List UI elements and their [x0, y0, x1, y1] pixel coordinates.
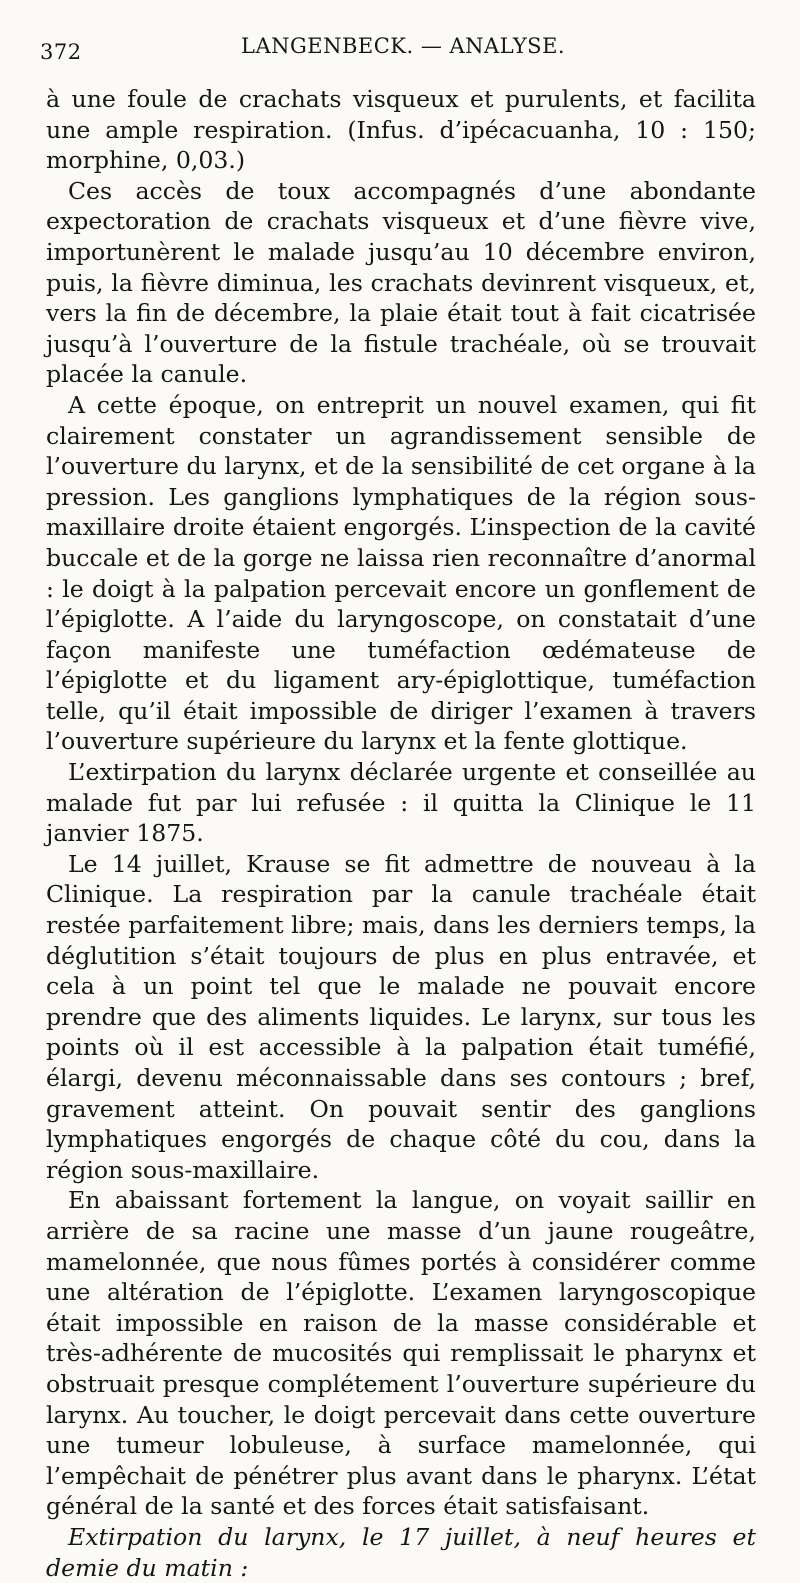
page-number: 372 [40, 40, 82, 64]
body-text [46, 84, 756, 1583]
paragraph-extirpation-refused: L’extirpation du larynx déclarée urgente et conseillée au malade fut par lui refusée : il quitta la Clinique le 11 janvier 1875. [46, 758, 756, 848]
paragraph-tongue-examination: En abaissant fortement la langue, on voyait saillir en arrière de sa racine une masse d’un jaune rougeâtre, mamelonnée, que nous fûmes portés à considérer comme une altération de l’épiglotte. L’examen laryngoscopique était impossible en raison de la masse considérable et très-adhérente de mucosités qui remplissait le pharynx et obstruait presque complétement l’ouverture supérieure du larynx. Au toucher, le doigt percevait dans cette ouverture une tumeur lobuleuse, à surface mamelonnée, qui l’empêchait de pénétrer plus avant dans le pharynx. L’état général de la santé et des forces était satisfaisant. [46, 1186, 756, 1521]
paragraph-continuation: à une foule de crachats visqueux et purulents, et facilita une ample respiration. (Infus. d’ipécacuanha, 10 : 150; morphine, 0,03.) [46, 85, 756, 175]
paragraph-readmission: Le 14 juillet, Krause se fit admettre de nouveau à la Clinique. La respiration par la canule trachéale était restée parfaitement libre; mais, dans les derniers temps, la déglutition s’était toujours de plus en plus entravée, et cela à un point tel que le malade ne pouvait encore prendre que des aliments liquides. Le larynx, sur tous les points où il est accessible à la palpation était tuméfié, élargi, devenu méconnaissable dans ses contours ; bref, gravement atteint. On pouvait sentir des ganglions lymphatiques engorgés de chaque côté du cou, dans la région sous-maxillaire. [46, 849, 756, 1184]
paragraph-new-examination: A cette époque, on entreprit un nouvel examen, qui fit clairement constater un agrandissement sensible de l’ouverture du larynx, et de la sensibilité de cet organe à la pression. Les ganglions lymphatiques de la région sous-maxillaire droite étaient engorgés. L’inspection de la cavité buccale et de la gorge ne laissa rien reconnaître d’anormal : le doigt à la palpation percevait encore un gonflement de l’épiglotte. A l’aide du laryngoscope, on constatait d’une façon manifeste une tuméfaction œdémateuse de l’épiglotte et du ligament ary-épiglottique, tuméfaction telle, qu’il était impossible de diriger l’examen à travers l’ouverture supérieure du larynx et la fente glottique. [46, 390, 756, 756]
running-title: LANGENBECK. — ANALYSE. [241, 34, 566, 58]
paragraph-cough-fits: Ces accès de toux accompagnés d’une abondante expectoration de crachats visqueux et d’une fièvre vive, importunèrent le malade jusqu’au 10 décembre environ, puis, la fièvre diminua, les crachats devinrent visqueux, et, vers la fin de décembre, la plaie était tout à fait cicatrisée jusqu’à l’ouverture de la fistule trachéale, où se trouvait placée la canule. [46, 176, 756, 389]
paragraph-operation-heading: Extirpation du larynx, le 17 juillet, à neuf heures et demie du matin : [46, 1522, 756, 1582]
running-head [40, 34, 756, 84]
